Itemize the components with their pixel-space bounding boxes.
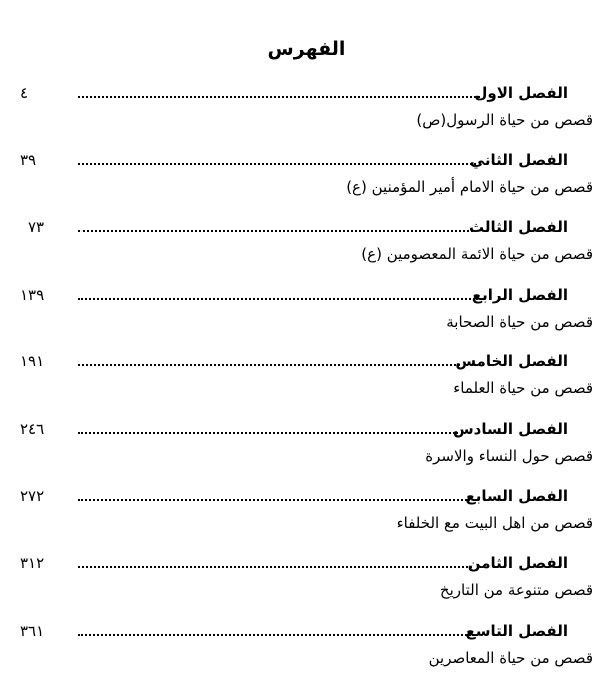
dot-leader <box>78 163 476 165</box>
toc-chapter-line <box>20 486 568 508</box>
toc-chapter-title: الفصل الثالث <box>468 218 568 236</box>
toc-chapter-subtitle: قصص من اهل البيت مع الخلفاء <box>396 514 593 532</box>
toc-chapter-title: الفصل التاسع <box>465 622 568 640</box>
toc-chapter-line <box>20 150 568 172</box>
toc-chapter-subtitle: قصص حول النساء والاسرة <box>425 447 593 465</box>
toc-chapter-subtitle: قصص من حياة العلماء <box>453 379 593 397</box>
toc-page-number: ٧٣ <box>28 218 45 236</box>
toc-entry <box>0 621 613 681</box>
toc-entry <box>0 150 613 210</box>
toc-chapter-subtitle: قصص من حياة الصحابة <box>446 313 593 331</box>
toc-chapter-title: الفصل الاول <box>474 84 568 102</box>
toc-chapter-line <box>20 217 568 239</box>
toc-chapter-line <box>20 621 568 643</box>
toc-page-number: ٢٤٦ <box>20 420 45 438</box>
toc-chapter-subtitle: قصص متنوعة من التاريخ <box>439 581 593 599</box>
toc-entry <box>0 419 613 479</box>
toc-chapter-title: الفصل السابع <box>465 487 568 505</box>
toc-chapter-title: الفصل الرابع <box>471 286 568 304</box>
toc-page-number: ١٣٩ <box>20 286 45 304</box>
toc-page-number: ١٩١ <box>20 352 45 370</box>
toc-chapter-line <box>20 419 568 441</box>
dot-leader <box>78 298 478 300</box>
toc-entry <box>0 217 613 277</box>
toc-chapter-title: الفصل الخامس <box>455 352 568 370</box>
page-title: الفهرس <box>267 38 346 60</box>
toc-chapter-line <box>20 553 568 575</box>
toc-entry <box>0 83 613 143</box>
toc-entry <box>0 285 613 345</box>
toc-page-number: ٤ <box>20 84 29 102</box>
toc-chapter-subtitle: قصص من حياة المعاصرين <box>428 649 593 667</box>
toc-page-number: ٣١٢ <box>20 554 45 572</box>
dot-leader <box>78 566 472 568</box>
toc-chapter-title: الفصل السادس <box>452 420 568 438</box>
dot-leader <box>78 499 470 501</box>
toc-chapter-subtitle: قصص من حياة الرسول(ص) <box>416 111 593 129</box>
toc-chapter-title: الفصل الثامن <box>467 554 568 572</box>
toc-chapter-line <box>20 83 568 105</box>
toc-entry <box>0 486 613 546</box>
dot-leader <box>78 634 474 636</box>
toc-chapter-subtitle: قصص من حياة الامام أمير المؤمنين (ع) <box>346 178 593 196</box>
toc-page-number: ٣٩ <box>20 151 37 169</box>
dot-leader <box>78 96 480 98</box>
dot-leader <box>78 230 473 232</box>
toc-page-number: ٣٦١ <box>20 622 45 640</box>
toc-chapter-line <box>20 351 568 373</box>
toc-page-number: ٢٧٢ <box>20 487 45 505</box>
toc-chapter-title: الفصل الثاني <box>469 151 568 169</box>
toc-entry <box>0 351 613 411</box>
toc-chapter-subtitle: قصص من حياة الائمة المعصومين (ع) <box>361 245 593 263</box>
dot-leader <box>78 364 460 366</box>
toc-chapter-line <box>20 285 568 307</box>
toc-entry <box>0 553 613 613</box>
dot-leader <box>78 432 458 434</box>
